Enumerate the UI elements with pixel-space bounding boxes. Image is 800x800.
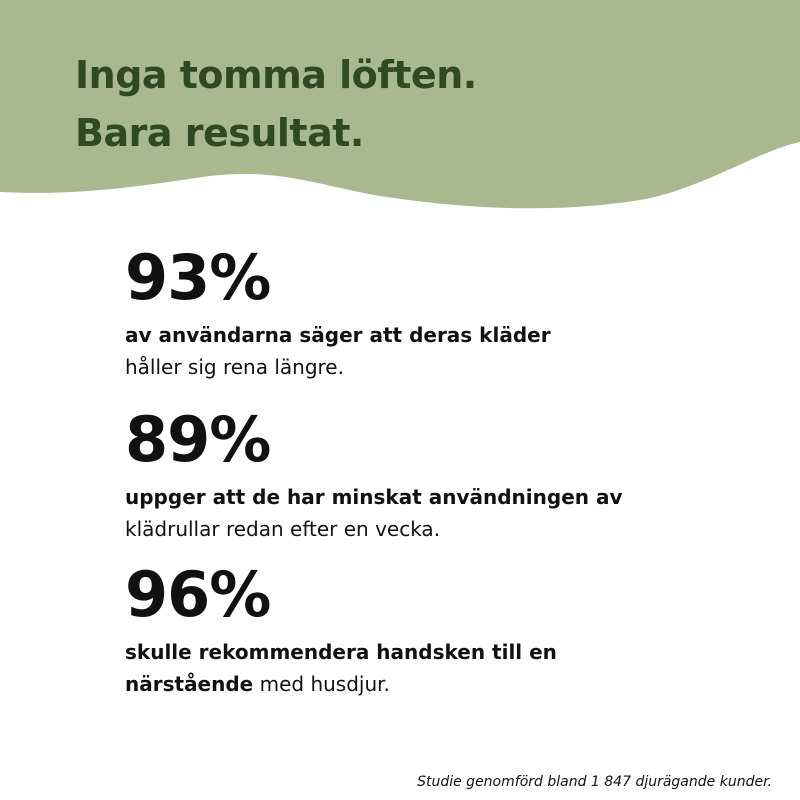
stat-description-emphasis: närstående [125, 672, 254, 696]
stat-description [125, 319, 551, 383]
stat-description-line-2: klädrullar redan efter en vecka. [125, 517, 441, 541]
stat-description-line-2: håller sig rena längre. [125, 355, 344, 379]
stat-description [125, 481, 623, 545]
stat-value: 89% [125, 403, 271, 476]
stat-value: 93% [125, 241, 271, 314]
stat-description [125, 636, 557, 700]
stat-value: 96% [125, 558, 271, 631]
study-footnote: Studie genomförd bland 1 847 djurägande kunder. [417, 774, 772, 790]
stat-block-2 [125, 403, 623, 545]
stat-description-line-1: uppger att de har minskat användningen av [125, 485, 623, 509]
stat-description-line-2 [125, 668, 557, 700]
headline-line-1: Inga tomma löften. [75, 53, 477, 97]
stat-description-rest: med husdjur. [253, 672, 390, 696]
stat-description-line-1: av användarna säger att deras kläder [125, 323, 551, 347]
stat-block-1 [125, 241, 551, 383]
page-headline [75, 46, 477, 162]
headline-line-2: Bara resultat. [75, 111, 364, 155]
stat-description-line-1: skulle rekommendera handsken till en [125, 640, 557, 664]
stat-block-3 [125, 558, 557, 700]
